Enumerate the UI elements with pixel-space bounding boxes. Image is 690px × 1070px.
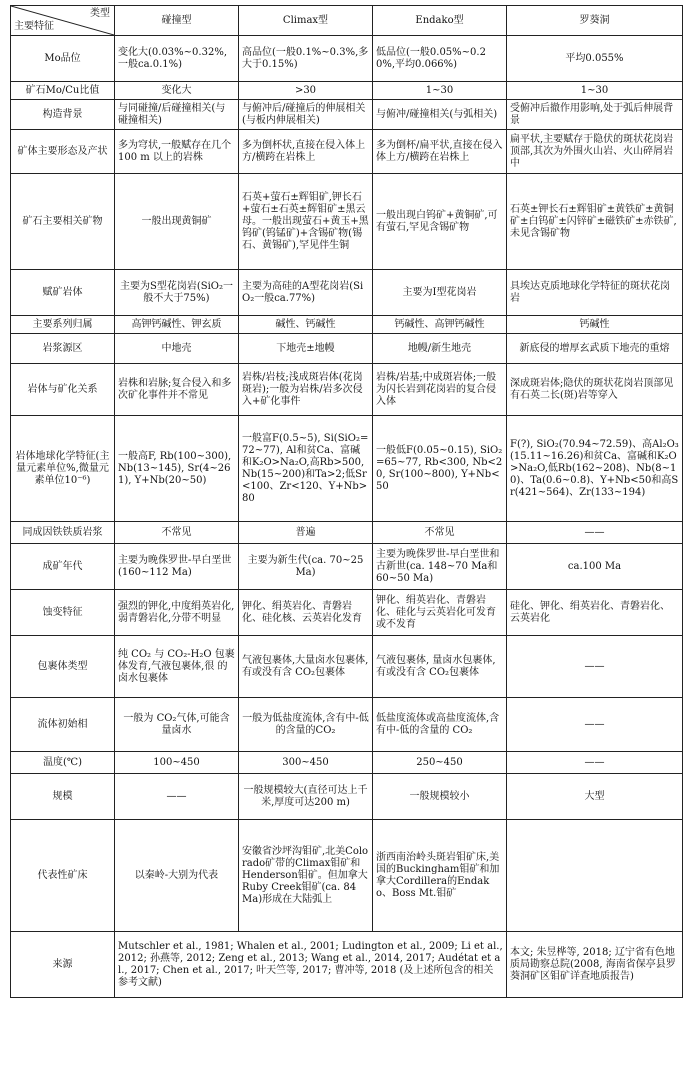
row-label: 岩体地球化学特征(主量元素单位%,微量元素单位10⁻⁶) [11,416,115,522]
table-cell: F(?), SiO₂(70.94~72.59)、高Al₂O₃(15.11~16.26)和贫Ca、富碱和K₂O>Na₂O,低Rb(162~208)、Nb(8~10)、Ta(0.6~0.8)、Y+Nb<50和高Sr(421~564)、Zr(133~194) [507,416,683,522]
table-row [11,774,683,820]
table-cell: 钾化、绢英岩化、青磐岩化、硅化与云英岩化可发育或不发育 [373,590,507,636]
table-cell: 一般富F(0.5~5), Si(SiO₂=72~77), Al和贫Ca、富碱和K₂O>Na₂O,高Rb>500,Nb(15~200)和Ta>2;低Sr<100、Zr<120、Y+Nb>80 [239,416,373,522]
table-row [11,82,683,100]
table-cell: 强烈的钾化,中度绢英岩化,弱青磐岩化,分带不明显 [115,590,239,636]
type-header-endako: Endako型 [373,6,507,36]
table-cell: 碱性、钙碱性 [239,316,373,334]
table-cell: 扁平状,主要赋存于隐伏的斑状花岗岩顶部,其次为外围火山岩、火山碎屑岩中 [507,130,683,174]
table-cell: 大型 [507,774,683,820]
table-cell: 平均0.055% [507,36,683,82]
table-cell: 与俯冲/碰撞相关(与弧相关) [373,100,507,130]
source-label: 来源 [11,932,115,998]
row-label: 岩体与矿化关系 [11,364,115,416]
table-cell: 普遍 [239,522,373,544]
table-cell: 以秦岭-大别为代表 [115,820,239,932]
table-cell: 钙碱性 [507,316,683,334]
table-cell: 硅化、钾化、绢英岩化、青磐岩化、云英岩化 [507,590,683,636]
table-cell: 一般出现白钨矿+黄铜矿,可有萤石,罕见含锡矿物 [373,174,507,270]
table-row [11,100,683,130]
table-cell: 纯 CO₂ 与 CO₂-H₂O 包裹体发育,气液包裹体,很 的卤水包裹体 [115,636,239,698]
table-row [11,36,683,82]
header-row [11,6,683,36]
table-cell: 主要为新生代(ca. 70~25 Ma) [239,544,373,590]
table-cell: 一般低F(0.05~0.15), SiO₂=65~77, Rb<300, Nb<20, Sr(100~800), Y+Nb<50 [373,416,507,522]
table-cell: —— [507,698,683,752]
table-cell: 不常见 [373,522,507,544]
row-label: 同成因铁铁质岩浆 [11,522,115,544]
table-cell: 岩株/岩基;中成斑岩体;一般为闪长岩到花岗岩的复合侵入体 [373,364,507,416]
source-references: Mutschler et al., 1981; Whalen et al., 2001; Ludington et al., 2009; Li et al., 2012; 孙燕等, 2012; Zeng et al., 2013; Wang et al., 2014, 2017; Audétat et al., 2017; Chen et al., 2017; 叶天竺等, 2017; 曹冲等, 2018 (及上述所包含的相关参考文献) [115,932,507,998]
table-row [11,522,683,544]
table-cell: 岩株/岩枝;浅成斑岩体(花岗斑岩);一般为岩株/岩多次侵入+矿化事件 [239,364,373,416]
table-cell: 1~30 [373,82,507,100]
table-cell: 300~450 [239,752,373,774]
table-cell: 多为倒杯状,直接在侵入体上方/横跨在岩株上 [239,130,373,174]
row-label: 赋矿岩体 [11,270,115,316]
corner-feature-label: 主要特征 [14,21,54,32]
table-row [11,270,683,316]
row-label: 岩浆源区 [11,334,115,364]
table-row [11,130,683,174]
table-cell: 地幔/新生地壳 [373,334,507,364]
table-cell: 一般高F, Rb(100~300), Nb(13~145), Sr(4~261), Y+Nb(20~50) [115,416,239,522]
table-cell: 安徽省沙坪沟钼矿,北美Colorado矿带的Climax钼矿和Henderson钼矿。但加拿大Ruby Creek钼矿(ca. 84 Ma)形成在大陆弧上 [239,820,373,932]
table-cell: —— [507,752,683,774]
row-label: 流体初始相 [11,698,115,752]
table-cell: 主要为晚侏罗世-早白垩世(160~112 Ma) [115,544,239,590]
table-cell: 气液包裹体,大量卤水包裹体,有或没有含 CO₂包裹体 [239,636,373,698]
row-label: 矿石主要相关矿物 [11,174,115,270]
table-row [11,416,683,522]
table-cell: 主要为S型花岗岩(SiO₂一般不大于75%) [115,270,239,316]
table-cell: 一般规模较大(直径可达上千米,厚度可达200 m) [239,774,373,820]
table-cell: —— [115,774,239,820]
table-row [11,334,683,364]
table-cell: 250~450 [373,752,507,774]
table-cell: 气液包裹体, 量卤水包裹体,有或没有含 CO₂包裹体 [373,636,507,698]
table-row [11,698,683,752]
table-cell: 岩株和岩脉;复合侵入和多次矿化事件并不常见 [115,364,239,416]
table-cell: 下地壳±地幔 [239,334,373,364]
table-cell: >30 [239,82,373,100]
table-cell: ca.100 Ma [507,544,683,590]
table-cell: 多为穹状,一般赋存在几个100 m 以上的岩株 [115,130,239,174]
table-cell: 高钾钙碱性、钾玄质 [115,316,239,334]
table-cell: 石英+萤石±辉钼矿,钾长石+萤石±石英±辉钼矿±黑云母。一般出现萤石+黄玉+黑钨矿(钨锰矿)+含锡矿物(锡石、黄锡矿),罕见伴生铜 [239,174,373,270]
row-label: 矿体主要形态及产状 [11,130,115,174]
table-cell: 受俯冲后撤作用影响,处于弧后伸展背景 [507,100,683,130]
row-label: 包裹体类型 [11,636,115,698]
type-header-collision: 碰撞型 [115,6,239,36]
table-cell: 变化大(0.03%~0.32%,一般ca.0.1%) [115,36,239,82]
source-row [11,932,683,998]
table-cell: 具埃达克质地球化学特征的斑状花岗岩 [507,270,683,316]
table-cell [507,820,683,932]
table-cell: 新底侵的增厚玄武质下地壳的重熔 [507,334,683,364]
row-label: Mo品位 [11,36,115,82]
table-cell: 多为倒杯/扁平状,直接在侵入体上方/横跨在岩株上 [373,130,507,174]
row-label: 矿石Mo/Cu比值 [11,82,115,100]
table-cell: 1~30 [507,82,683,100]
table-cell: 主要为晚侏罗世-早白垩世和古新世(ca. 148~70 Ma和60~50 Ma) [373,544,507,590]
table-cell: 石英±钾长石±辉钼矿±黄铁矿±黄铜矿±白钨矿±闪锌矿±磁铁矿±赤铁矿,未见含锡矿物 [507,174,683,270]
table-cell: 低品位(一般0.05%~0.20%,平均0.066%) [373,36,507,82]
row-label: 主要系列归属 [11,316,115,334]
table-cell: 浙西南治岭头斑岩钼矿床,美国的Buckingham钼矿和加拿大Cordillera的Endako、Boss Mt.钼矿 [373,820,507,932]
table-row [11,752,683,774]
table-cell: 一般规模较小 [373,774,507,820]
corner-type-label: 类型 [90,8,110,19]
table-row [11,590,683,636]
table-cell: 深成斑岩体;隐伏的斑状花岗岩顶部见有石英二长(斑)岩等穿入 [507,364,683,416]
table-cell: 100~450 [115,752,239,774]
table-cell: 一般出现黄铜矿 [115,174,239,270]
table-body [11,36,683,998]
table-row [11,636,683,698]
row-label: 规模 [11,774,115,820]
table-cell: 主要为I型花岗岩 [373,270,507,316]
corner-header-cell [11,6,115,36]
table-cell: 钾化、绢英岩化、青磐岩化、硅化核、云英岩化发育 [239,590,373,636]
table-row [11,544,683,590]
table-cell: 钙碱性、高钾钙碱性 [373,316,507,334]
table-cell: 不常见 [115,522,239,544]
table-row [11,174,683,270]
row-label: 成矿年代 [11,544,115,590]
table-row [11,820,683,932]
table-cell: 一般为低盐度流体,含有中-低的含量的CO₂ [239,698,373,752]
table-cell: 主要为高硅的A型花岗岩(SiO₂一般ca.77%) [239,270,373,316]
table-cell: 一般为 CO₂气体,可能含 量卤水 [115,698,239,752]
table-cell: —— [507,522,683,544]
deposit-comparison-table [10,5,683,998]
table-cell: —— [507,636,683,698]
table-cell: 低盐度流体或高盐度流体,含有中-低的含量的 CO₂ [373,698,507,752]
row-label: 构造背景 [11,100,115,130]
table-cell: 高品位(一般0.1%~0.3%,多大于0.15%) [239,36,373,82]
row-label: 温度(℃) [11,752,115,774]
table-cell: 中地壳 [115,334,239,364]
source-local-references: 本文; 朱昱桦等, 2018; 辽宁省有色地质局勘察总院(2008, 海南省保亭县罗葵洞矿区钼矿详查地质报告) [507,932,683,998]
type-header-climax: Climax型 [239,6,373,36]
table-row [11,316,683,334]
table-cell: 与俯冲后/碰撞后的伸展相关(与板内伸展相关) [239,100,373,130]
table-cell: 变化大 [115,82,239,100]
type-header-luokuidong: 罗葵洞 [507,6,683,36]
table-cell: 与同碰撞/后碰撞相关(与碰撞相关) [115,100,239,130]
table-row [11,364,683,416]
row-label: 蚀变特征 [11,590,115,636]
row-label: 代表性矿床 [11,820,115,932]
